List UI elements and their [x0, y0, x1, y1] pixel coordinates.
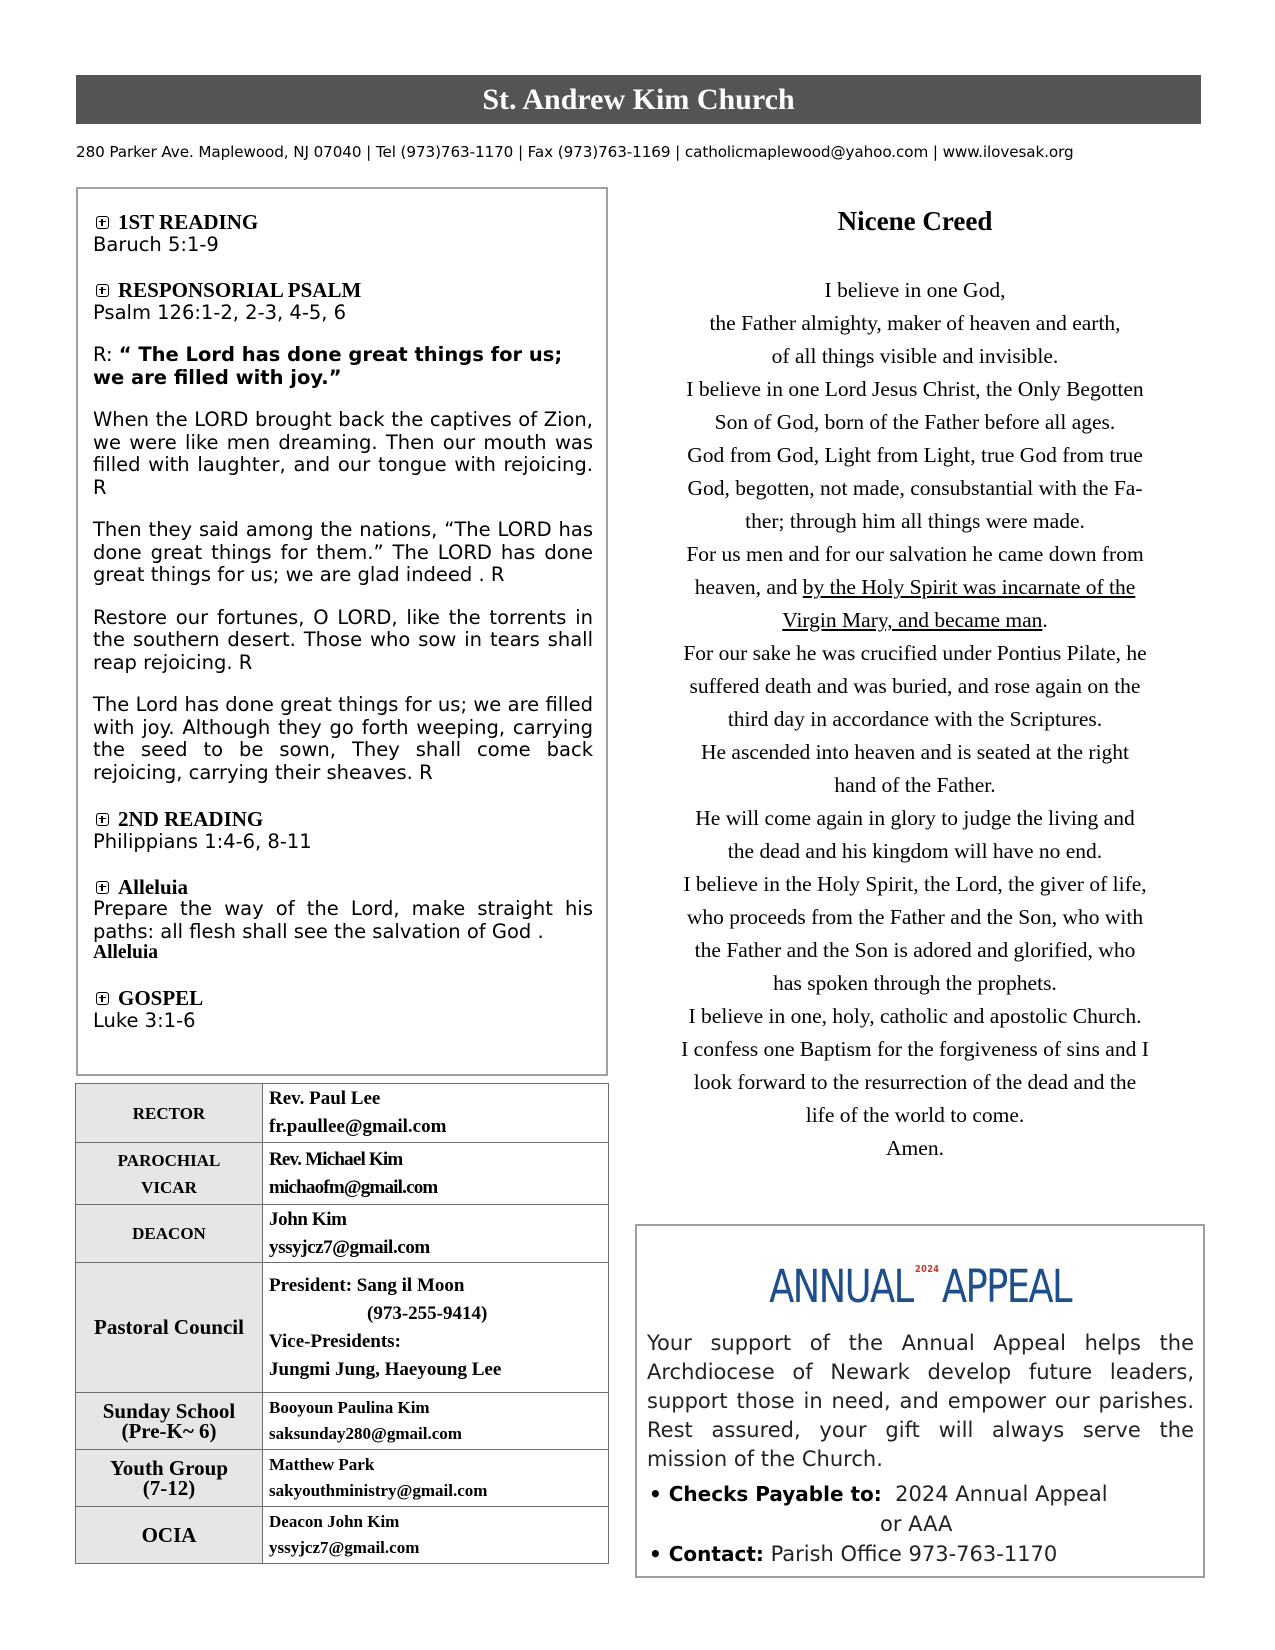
- creed-title: Nicene Creed: [837, 206, 993, 236]
- staff-row-rector: [76, 1084, 609, 1143]
- refrain-label: R:: [93, 343, 119, 366]
- staff-email: fr.paullee@gmail.com: [269, 1116, 447, 1137]
- creed-line-part: .: [1042, 608, 1048, 632]
- role-label: (Pre-K~ 6): [121, 1419, 217, 1443]
- creed-line: hand of the Father.: [834, 773, 996, 797]
- creed-line: God, begotten, not made, consubstantial with the Fa-: [687, 476, 1143, 500]
- role-label: OCIA: [76, 1507, 263, 1564]
- gospel-ref: Luke 3:1-6: [93, 1009, 196, 1032]
- contact-line-appeal: [649, 1542, 1057, 1566]
- creed-line: who proceeds from the Father and the Son, who with: [686, 905, 1144, 929]
- staff-name: Matthew Park: [269, 1455, 375, 1474]
- role-label: Pastoral Council: [76, 1263, 263, 1393]
- second-reading-ref: Philippians 1:4-6, 8-11: [93, 830, 312, 853]
- psalm-heading: [93, 279, 593, 301]
- role-label: DEACON: [76, 1205, 263, 1263]
- annual-appeal-logo: [688, 1244, 1152, 1313]
- staff-email: yssyjcz7@gmail.com: [269, 1538, 420, 1557]
- role-label: Youth Group: [109, 1456, 229, 1480]
- creed-line: I confess one Baptism for the forgiveness of sins and I: [681, 1037, 1149, 1061]
- role-label: PAROCHIAL: [117, 1150, 221, 1170]
- creed-underlined: by the Holy Spirit was incarnate of the: [802, 575, 1136, 599]
- appeal-description: Your support of the Annual Appeal helps the Archdiocese of Newark develop future leaders, support those in need, and empower our parishes. Rest assured, your gift will always serve the mission of the Church.: [647, 1331, 1194, 1471]
- readings-box: [76, 187, 608, 1076]
- checks-alt: or AAA: [880, 1512, 953, 1536]
- creed-line: God from God, Light from Light, true God from true: [687, 443, 1143, 467]
- alleluia-heading: [93, 876, 593, 898]
- cross-icon: [96, 881, 109, 894]
- staff-table: [75, 1083, 609, 1564]
- staff-name: Rev. Michael Kim: [269, 1148, 403, 1170]
- creed-line: the dead and his kingdom will have no end.: [727, 839, 1103, 863]
- logo-left: ANNUAL: [769, 1260, 913, 1313]
- creed-line: For our sake he was crucified under Pontius Pilate, he: [683, 641, 1147, 665]
- contact-value: Parish Office 973-763-1170: [770, 1542, 1058, 1566]
- verse-text: Then they said among the nations, “The LORD has done great things for them.” The LORD has done great things for us; we are glad indeed .: [93, 518, 593, 586]
- response-marker: R: [419, 760, 433, 784]
- psalm-verse: [93, 409, 593, 499]
- response-marker: R: [238, 650, 253, 674]
- creed-line: ther; through him all things were made.: [745, 509, 1085, 533]
- creed-text: [630, 274, 1200, 1165]
- staff-row-council: [76, 1263, 609, 1393]
- verse-text: Restore our fortunes, O LORD, like the torrents in the southern desert. Those who sow in tears shall reap rejoicing.: [93, 605, 593, 674]
- alleluia-text: Prepare the way of the Lord, make straight his paths: all flesh shall see the salvation of God .: [93, 897, 593, 943]
- gospel-heading: [93, 987, 593, 1009]
- checks-line: [649, 1482, 1108, 1506]
- verse-text: When the LORD brought back the captives of Zion, we were like men dreaming. Then our mouth was filled with laughter, and our tongue with rejoicing.: [93, 408, 593, 476]
- checks-value: 2024 Annual Appeal: [895, 1482, 1108, 1506]
- staff-row-youth: [76, 1450, 609, 1507]
- council-phone: (973-255-9414): [367, 1302, 488, 1324]
- role-label: (7-12): [142, 1476, 196, 1500]
- council-vp-label: Vice-Presidents:: [269, 1330, 401, 1352]
- creed-line: has spoken through the prophets.: [773, 971, 1057, 995]
- staff-row-deacon: [76, 1205, 609, 1263]
- creed-line: I believe in the Holy Spirit, the Lord, the giver of life,: [683, 872, 1147, 896]
- staff-name: Rev. Paul Lee: [269, 1088, 381, 1109]
- response-marker: R: [93, 475, 107, 499]
- alleluia-title: Alleluia: [118, 875, 189, 899]
- cross-icon: [96, 216, 109, 229]
- psalm-verse: [93, 694, 593, 784]
- creed-line: He ascended into heaven and is seated at the right: [700, 740, 1130, 764]
- staff-name: John Kim: [269, 1208, 347, 1230]
- creed-line: of all things visible and invisible.: [771, 344, 1059, 368]
- cross-icon: [96, 813, 109, 826]
- creed-line: Amen.: [886, 1136, 944, 1160]
- psalm-ref: Psalm 126:1-2, 2-3, 4-5, 6: [93, 301, 347, 324]
- creed-line: look forward to the resurrection of the dead and the: [693, 1070, 1137, 1094]
- cross-icon: [96, 284, 109, 297]
- alleluia-closing: Alleluia: [93, 942, 159, 963]
- staff-email: michaofm@gmail.com: [269, 1176, 438, 1198]
- creed-line-part: heaven, and: [694, 575, 803, 599]
- staff-email: saksunday280@gmail.com: [269, 1424, 462, 1443]
- council-president: President: Sang il Moon: [269, 1274, 465, 1296]
- checks-label: • Checks Payable to:: [649, 1482, 882, 1506]
- creed-line: Son of God, born of the Father before all ages.: [714, 410, 1116, 434]
- creed-line: He will come again in glory to judge the living and: [695, 806, 1135, 830]
- first-reading-title: 1ST READING: [118, 210, 259, 234]
- psalm-verse: [93, 607, 593, 675]
- first-reading-ref: Baruch 5:1-9: [93, 233, 219, 256]
- verse-text: The Lord has done great things for us; we are filled with joy. Although they go forth weeping, carrying the seed to be sown, They shall come back rejoicing, carrying their sheaves.: [93, 693, 593, 784]
- cross-icon: [96, 992, 109, 1005]
- creed-line: [630, 604, 1200, 637]
- first-reading-heading: [93, 211, 593, 233]
- logo-right: APPEAL: [941, 1260, 1071, 1313]
- creed-line: [630, 571, 1200, 604]
- staff-row-vicar: [76, 1143, 609, 1205]
- creed-line: suffered death and was buried, and rose again on the: [689, 674, 1141, 698]
- staff-row-sunday-school: [76, 1393, 609, 1450]
- staff-row-ocia: [76, 1507, 609, 1564]
- creed-underlined: Virgin Mary, and became man: [782, 608, 1043, 632]
- contact-line: 280 Parker Ave. Maplewood, NJ 07040 | Tel (973)763-1170 | Fax (973)763-1169 | catholicmaplewood@yahoo.com | www.ilovesak.org: [76, 143, 1074, 161]
- contact-label: • Contact:: [649, 1542, 764, 1566]
- creed-line: third day in accordance with the Scriptures.: [727, 707, 1103, 731]
- logo-year: 2024: [914, 1264, 940, 1275]
- role-label: Sunday School: [102, 1399, 236, 1423]
- creed-line: the Father almighty, maker of heaven and earth,: [709, 311, 1121, 335]
- church-name-banner: St. Andrew Kim Church: [76, 75, 1201, 124]
- gospel-title: GOSPEL: [118, 986, 204, 1010]
- creed-line: I believe in one Lord Jesus Christ, the Only Begotten: [686, 377, 1144, 401]
- creed-line: I believe in one, holy, catholic and apostolic Church.: [688, 1004, 1142, 1028]
- creed-line: For us men and for our salvation he came down from: [686, 542, 1144, 566]
- creed-line: I believe in one God,: [824, 278, 1006, 302]
- creed-line: the Father and the Son is adored and glorified, who: [694, 938, 1136, 962]
- staff-name: Booyoun Paulina Kim: [269, 1398, 430, 1417]
- creed-line: life of the world to come.: [805, 1103, 1025, 1127]
- role-label: VICAR: [141, 1177, 197, 1197]
- second-reading-title: 2ND READING: [118, 807, 264, 831]
- annual-appeal-box: [635, 1224, 1205, 1578]
- response-marker: R: [490, 563, 505, 586]
- staff-email: yssyjcz7@gmail.com: [269, 1236, 430, 1258]
- role-label: RECTOR: [76, 1084, 263, 1143]
- staff-email: sakyouthministry@gmail.com: [269, 1481, 488, 1500]
- psalm-refrain: [93, 343, 593, 389]
- second-reading-heading: [93, 808, 593, 830]
- council-vps: Jungmi Jung, Haeyoung Lee: [269, 1358, 502, 1380]
- staff-name: Deacon John Kim: [269, 1512, 400, 1531]
- psalm-title: RESPONSORIAL PSALM: [118, 278, 362, 302]
- refrain-text: “ The Lord has done great things for us; we are filled with joy.”: [93, 343, 563, 389]
- psalm-verse: [93, 519, 593, 587]
